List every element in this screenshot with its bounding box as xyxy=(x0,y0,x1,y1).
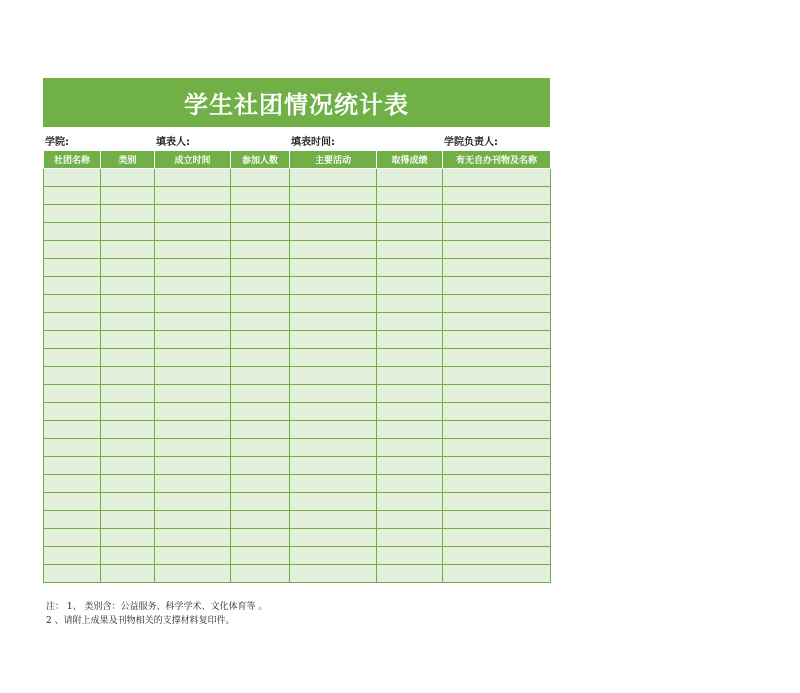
table-cell[interactable] xyxy=(101,169,155,187)
col-header-club-name: 社团名称 xyxy=(44,151,101,169)
table-cell[interactable] xyxy=(155,169,231,187)
fill-time-label: 填表时间: xyxy=(291,137,335,148)
note-line-1: 注： 1、 类别含：公益服务、科学学术、文化体育等 。 xyxy=(46,602,268,612)
table-cell[interactable] xyxy=(155,367,231,385)
table-row xyxy=(44,349,551,367)
table-cell[interactable] xyxy=(377,511,443,529)
table-cell[interactable] xyxy=(443,295,551,313)
table-cell[interactable] xyxy=(443,169,551,187)
table-cell[interactable] xyxy=(101,529,155,547)
table-row xyxy=(44,403,551,421)
table-cell[interactable] xyxy=(231,367,290,385)
table-cell[interactable] xyxy=(101,349,155,367)
table-cell[interactable] xyxy=(290,493,377,511)
table-cell[interactable] xyxy=(101,331,155,349)
table-cell[interactable] xyxy=(290,277,377,295)
table-cell[interactable] xyxy=(290,313,377,331)
notes xyxy=(46,600,267,628)
table-cell[interactable] xyxy=(377,403,443,421)
table-cell[interactable] xyxy=(377,187,443,205)
table-cell[interactable] xyxy=(44,187,101,205)
col-header-activities: 主要活动 xyxy=(290,151,377,169)
col-header-founded: 成立时间 xyxy=(155,151,231,169)
table-cell[interactable] xyxy=(290,259,377,277)
table-cell[interactable] xyxy=(377,277,443,295)
table-cell[interactable] xyxy=(231,511,290,529)
table-cell[interactable] xyxy=(443,205,551,223)
table-cell[interactable] xyxy=(44,493,101,511)
table-cell[interactable] xyxy=(101,241,155,259)
table-row xyxy=(44,259,551,277)
table-row xyxy=(44,457,551,475)
table-cell[interactable] xyxy=(231,403,290,421)
table-row xyxy=(44,367,551,385)
table-cell[interactable] xyxy=(231,385,290,403)
table-cell[interactable] xyxy=(290,565,377,583)
table-cell[interactable] xyxy=(44,313,101,331)
table-cell[interactable] xyxy=(101,457,155,475)
table-cell[interactable] xyxy=(44,223,101,241)
table-cell[interactable] xyxy=(377,223,443,241)
club-table xyxy=(43,151,551,583)
table-cell[interactable] xyxy=(155,223,231,241)
table-cell[interactable] xyxy=(101,547,155,565)
table-cell[interactable] xyxy=(443,385,551,403)
table-cell[interactable] xyxy=(377,439,443,457)
table-cell[interactable] xyxy=(101,259,155,277)
table-cell[interactable] xyxy=(443,259,551,277)
table-cell[interactable] xyxy=(443,529,551,547)
table-cell[interactable] xyxy=(377,331,443,349)
filler-label: 填表人: xyxy=(156,137,190,148)
table-cell[interactable] xyxy=(377,529,443,547)
table-cell[interactable] xyxy=(155,187,231,205)
table-cell[interactable] xyxy=(155,313,231,331)
table-cell[interactable] xyxy=(44,529,101,547)
note-line-2: 2 、请附上成果及刊物相关的支撑材料复印件。 xyxy=(46,616,235,626)
table-header-row xyxy=(44,151,551,169)
table-cell[interactable] xyxy=(377,259,443,277)
table-cell[interactable] xyxy=(377,241,443,259)
table-cell[interactable] xyxy=(44,475,101,493)
table-cell[interactable] xyxy=(155,493,231,511)
table-cell[interactable] xyxy=(231,259,290,277)
table-cell[interactable] xyxy=(44,403,101,421)
table-cell[interactable] xyxy=(44,295,101,313)
table-cell[interactable] xyxy=(290,223,377,241)
col-header-publication: 有无自办刊物及名称 xyxy=(443,151,551,169)
table-cell[interactable] xyxy=(290,421,377,439)
table-cell[interactable] xyxy=(377,493,443,511)
col-header-members: 参加人数 xyxy=(231,151,290,169)
table-cell[interactable] xyxy=(101,439,155,457)
table-cell[interactable] xyxy=(231,349,290,367)
table-cell[interactable] xyxy=(290,457,377,475)
table-row xyxy=(44,439,551,457)
table-cell[interactable] xyxy=(377,385,443,403)
table-cell[interactable] xyxy=(44,421,101,439)
table-cell[interactable] xyxy=(101,475,155,493)
table-cell[interactable] xyxy=(44,331,101,349)
table-row xyxy=(44,331,551,349)
table-cell[interactable] xyxy=(231,205,290,223)
table-cell[interactable] xyxy=(101,403,155,421)
table-row xyxy=(44,529,551,547)
table-row xyxy=(44,421,551,439)
table-cell[interactable] xyxy=(101,385,155,403)
table-cell[interactable] xyxy=(44,385,101,403)
table-cell[interactable] xyxy=(290,169,377,187)
table-cell[interactable] xyxy=(443,439,551,457)
table-cell[interactable] xyxy=(231,439,290,457)
table-cell[interactable] xyxy=(290,349,377,367)
table-cell[interactable] xyxy=(155,295,231,313)
table-cell[interactable] xyxy=(155,565,231,583)
table-cell[interactable] xyxy=(443,421,551,439)
table-cell[interactable] xyxy=(231,331,290,349)
table-cell[interactable] xyxy=(443,349,551,367)
table-cell[interactable] xyxy=(44,241,101,259)
table-cell[interactable] xyxy=(443,331,551,349)
table-cell[interactable] xyxy=(155,241,231,259)
table-cell[interactable] xyxy=(443,565,551,583)
table-cell[interactable] xyxy=(377,547,443,565)
col-header-achievements: 取得成绩 xyxy=(377,151,443,169)
table-cell[interactable] xyxy=(231,421,290,439)
table-cell[interactable] xyxy=(290,403,377,421)
table-cell[interactable] xyxy=(101,421,155,439)
table-cell[interactable] xyxy=(443,457,551,475)
table-row xyxy=(44,223,551,241)
table-cell[interactable] xyxy=(443,187,551,205)
table-cell[interactable] xyxy=(290,439,377,457)
table-cell[interactable] xyxy=(290,331,377,349)
table-cell[interactable] xyxy=(101,511,155,529)
table-cell[interactable] xyxy=(44,565,101,583)
table-cell[interactable] xyxy=(44,205,101,223)
table-cell[interactable] xyxy=(231,547,290,565)
table-cell[interactable] xyxy=(377,565,443,583)
table-cell[interactable] xyxy=(377,169,443,187)
table-row xyxy=(44,493,551,511)
table-cell[interactable] xyxy=(231,457,290,475)
table-cell[interactable] xyxy=(443,241,551,259)
table-cell[interactable] xyxy=(101,187,155,205)
table-cell[interactable] xyxy=(44,511,101,529)
table-cell[interactable] xyxy=(155,385,231,403)
table-row xyxy=(44,205,551,223)
table-cell[interactable] xyxy=(231,529,290,547)
table-row xyxy=(44,313,551,331)
table-cell[interactable] xyxy=(290,511,377,529)
college-head-label: 学院负责人: xyxy=(444,137,498,148)
table-cell[interactable] xyxy=(231,187,290,205)
table-cell[interactable] xyxy=(231,313,290,331)
table-row xyxy=(44,295,551,313)
table-cell[interactable] xyxy=(155,403,231,421)
table-row xyxy=(44,511,551,529)
table-cell[interactable] xyxy=(155,511,231,529)
table-cell[interactable] xyxy=(101,565,155,583)
info-row xyxy=(43,127,550,151)
table-cell[interactable] xyxy=(377,475,443,493)
table-cell[interactable] xyxy=(155,205,231,223)
table-cell[interactable] xyxy=(290,367,377,385)
table-cell[interactable] xyxy=(44,259,101,277)
statistics-sheet xyxy=(43,78,550,583)
table-cell[interactable] xyxy=(231,169,290,187)
table-cell[interactable] xyxy=(44,277,101,295)
table-cell[interactable] xyxy=(44,457,101,475)
table-cell[interactable] xyxy=(443,277,551,295)
table-cell[interactable] xyxy=(155,457,231,475)
table-cell[interactable] xyxy=(101,277,155,295)
table-cell[interactable] xyxy=(231,295,290,313)
table-row xyxy=(44,547,551,565)
table-row xyxy=(44,241,551,259)
table-cell[interactable] xyxy=(377,349,443,367)
table-cell[interactable] xyxy=(290,187,377,205)
table-row xyxy=(44,475,551,493)
table-cell[interactable] xyxy=(443,223,551,241)
table-cell[interactable] xyxy=(155,529,231,547)
table-cell[interactable] xyxy=(231,241,290,259)
table-cell[interactable] xyxy=(155,421,231,439)
table-body xyxy=(44,169,551,583)
table-cell[interactable] xyxy=(377,295,443,313)
table-cell[interactable] xyxy=(155,277,231,295)
table-cell[interactable] xyxy=(443,475,551,493)
table-cell[interactable] xyxy=(155,475,231,493)
table-cell[interactable] xyxy=(443,367,551,385)
table-cell[interactable] xyxy=(155,259,231,277)
table-cell[interactable] xyxy=(44,547,101,565)
table-cell[interactable] xyxy=(101,295,155,313)
table-cell[interactable] xyxy=(290,529,377,547)
table-cell[interactable] xyxy=(231,223,290,241)
table-cell[interactable] xyxy=(44,367,101,385)
table-cell[interactable] xyxy=(231,493,290,511)
table-cell[interactable] xyxy=(101,223,155,241)
table-cell[interactable] xyxy=(377,205,443,223)
table-cell[interactable] xyxy=(155,547,231,565)
table-cell[interactable] xyxy=(290,385,377,403)
table-cell[interactable] xyxy=(101,367,155,385)
college-label: 学院: xyxy=(45,137,69,148)
table-row xyxy=(44,385,551,403)
col-header-category: 类别 xyxy=(101,151,155,169)
table-cell[interactable] xyxy=(377,313,443,331)
table-cell[interactable] xyxy=(44,439,101,457)
table-cell[interactable] xyxy=(443,313,551,331)
table-cell[interactable] xyxy=(377,457,443,475)
table-cell[interactable] xyxy=(101,313,155,331)
table-cell[interactable] xyxy=(231,475,290,493)
table-cell[interactable] xyxy=(443,493,551,511)
table-cell[interactable] xyxy=(443,547,551,565)
table-row xyxy=(44,277,551,295)
table-cell[interactable] xyxy=(44,349,101,367)
table-cell[interactable] xyxy=(443,403,551,421)
table-cell[interactable] xyxy=(290,241,377,259)
table-cell[interactable] xyxy=(155,439,231,457)
table-cell[interactable] xyxy=(290,205,377,223)
table-cell[interactable] xyxy=(155,331,231,349)
table-cell[interactable] xyxy=(377,421,443,439)
table-cell[interactable] xyxy=(290,475,377,493)
table-cell[interactable] xyxy=(101,205,155,223)
table-cell[interactable] xyxy=(44,169,101,187)
table-row xyxy=(44,187,551,205)
sheet-title: 学生社团情况统计表 xyxy=(43,78,550,127)
table-row xyxy=(44,169,551,187)
table-row xyxy=(44,565,551,583)
table-cell[interactable] xyxy=(231,277,290,295)
table-cell[interactable] xyxy=(377,367,443,385)
table-cell[interactable] xyxy=(443,511,551,529)
table-cell[interactable] xyxy=(290,547,377,565)
table-cell[interactable] xyxy=(231,565,290,583)
table-cell[interactable] xyxy=(101,493,155,511)
table-cell[interactable] xyxy=(290,295,377,313)
table-cell[interactable] xyxy=(155,349,231,367)
